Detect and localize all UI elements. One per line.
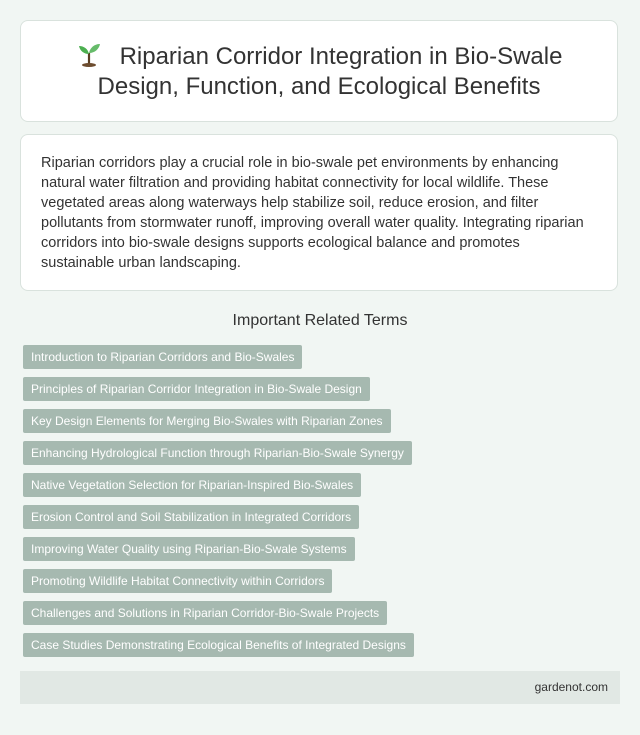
intro-card [20, 134, 618, 291]
page-title-text: Riparian Corridor Integration in Bio-Swale Design, Function, and Ecological Benefits [97, 42, 563, 100]
term-link-wildlife-habitat[interactable]: Promoting Wildlife Habitat Connectivity within Corridors [23, 569, 332, 593]
term-link-hydrological[interactable]: Enhancing Hydrological Function through Riparian-Bio-Swale Synergy [23, 441, 412, 465]
intro-paragraph: Riparian corridors play a crucial role in bio-swale pet environments by enhancing natural water filtration and providing habitat connectivity for local wildlife. These vegetated areas along waterways help stabilize soil, reduce erosion, and filter pollutants from stormwater runoff, improving overall water quality. Integrating riparian corridors into bio-swale designs supports ecological balance and promotes sustainable urban landscaping. [41, 155, 584, 271]
term-link-challenges[interactable]: Challenges and Solutions in Riparian Corridor-Bio-Swale Projects [23, 601, 387, 625]
term-link-design-elements[interactable]: Key Design Elements for Merging Bio-Swales with Riparian Zones [23, 409, 391, 433]
term-link-case-studies[interactable]: Case Studies Demonstrating Ecological Benefits of Integrated Designs [23, 633, 414, 657]
related-terms-list [23, 345, 617, 665]
footer [20, 671, 620, 704]
sprout-icon [76, 41, 102, 67]
term-link-erosion-control[interactable]: Erosion Control and Soil Stabilization in Integrated Corridors [23, 505, 359, 529]
term-link-water-quality[interactable]: Improving Water Quality using Riparian-Bio-Swale Systems [23, 537, 355, 561]
footer-site-name: gardenot.com [534, 680, 608, 694]
title-card [20, 20, 618, 122]
related-terms-heading: Important Related Terms [232, 312, 408, 329]
page-title [51, 41, 587, 102]
term-link-principles[interactable]: Principles of Riparian Corridor Integration in Bio-Swale Design [23, 377, 370, 401]
term-link-intro[interactable]: Introduction to Riparian Corridors and Bio-Swales [23, 345, 302, 369]
term-link-native-vegetation[interactable]: Native Vegetation Selection for Riparian-Inspired Bio-Swales [23, 473, 361, 497]
